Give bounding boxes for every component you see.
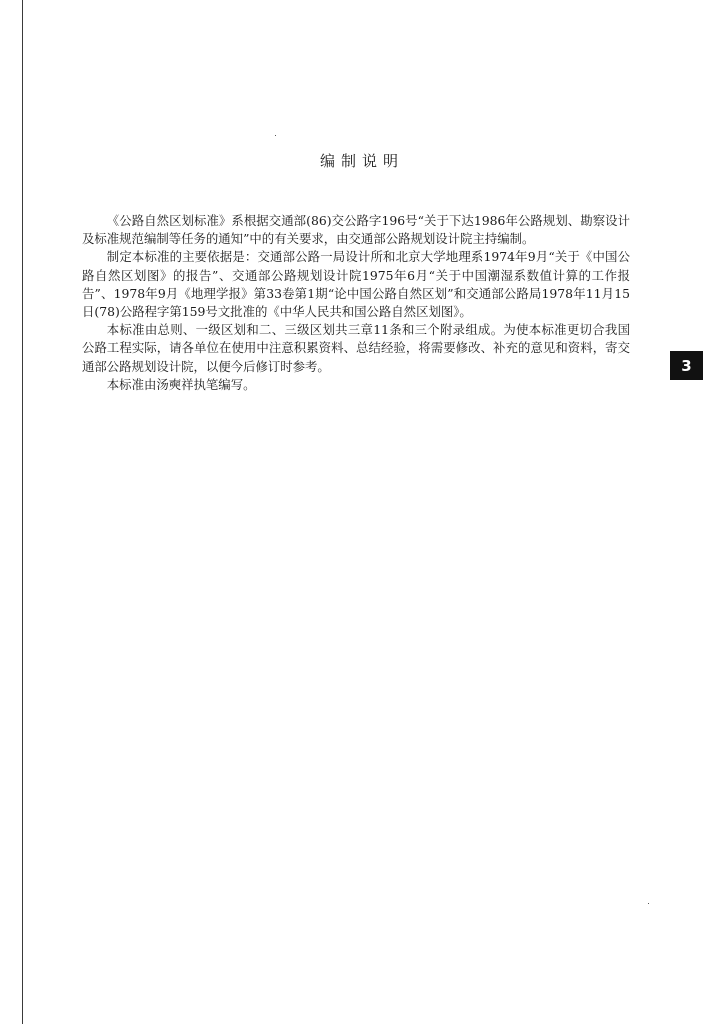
chapter-tab: 3 (670, 351, 703, 380)
scan-speck (648, 903, 649, 904)
page-title: 编制说明 (319, 152, 404, 170)
paragraph: 本标准由汤奭祥执笔编写。 (106, 376, 256, 392)
paragraph: 制定本标准的主要依据是：交通部公路一局设计所和北京大学地理系1974年9月“关于《中国公路自然区划图》的报告”、交通部公路规划设计院1975年6月“关于中国潮湿系数值计算的工作报告”、1978年9月《地理学报》第33卷第1期“论中国公路自然区划”和交通部公路局1978年11月15日(78)公路程字第159号文批准的《中华人民共和国公路自然区划图》。 (82, 249, 630, 320)
scan-speck (275, 135, 276, 136)
paragraph: 本标准由总则、一级区划和二、三级区划共三章11条和三个附录组成。为使本标准更切合我国公路工程实际，请各单位在使用中注意积累资料、总结经验，将需要修改、补充的意见和资料，寄交通部公路规划设计院，以便今后修订时参考。 (82, 322, 630, 374)
body-text (82, 212, 630, 394)
paragraph: 《公路自然区划标准》系根据交通部(86)交公路字196号“关于下达1986年公路规划、勘察设计及标准规范编制等任务的通知”中的有关要求，由交通部公路规划设计院主持编制。 (82, 213, 630, 247)
